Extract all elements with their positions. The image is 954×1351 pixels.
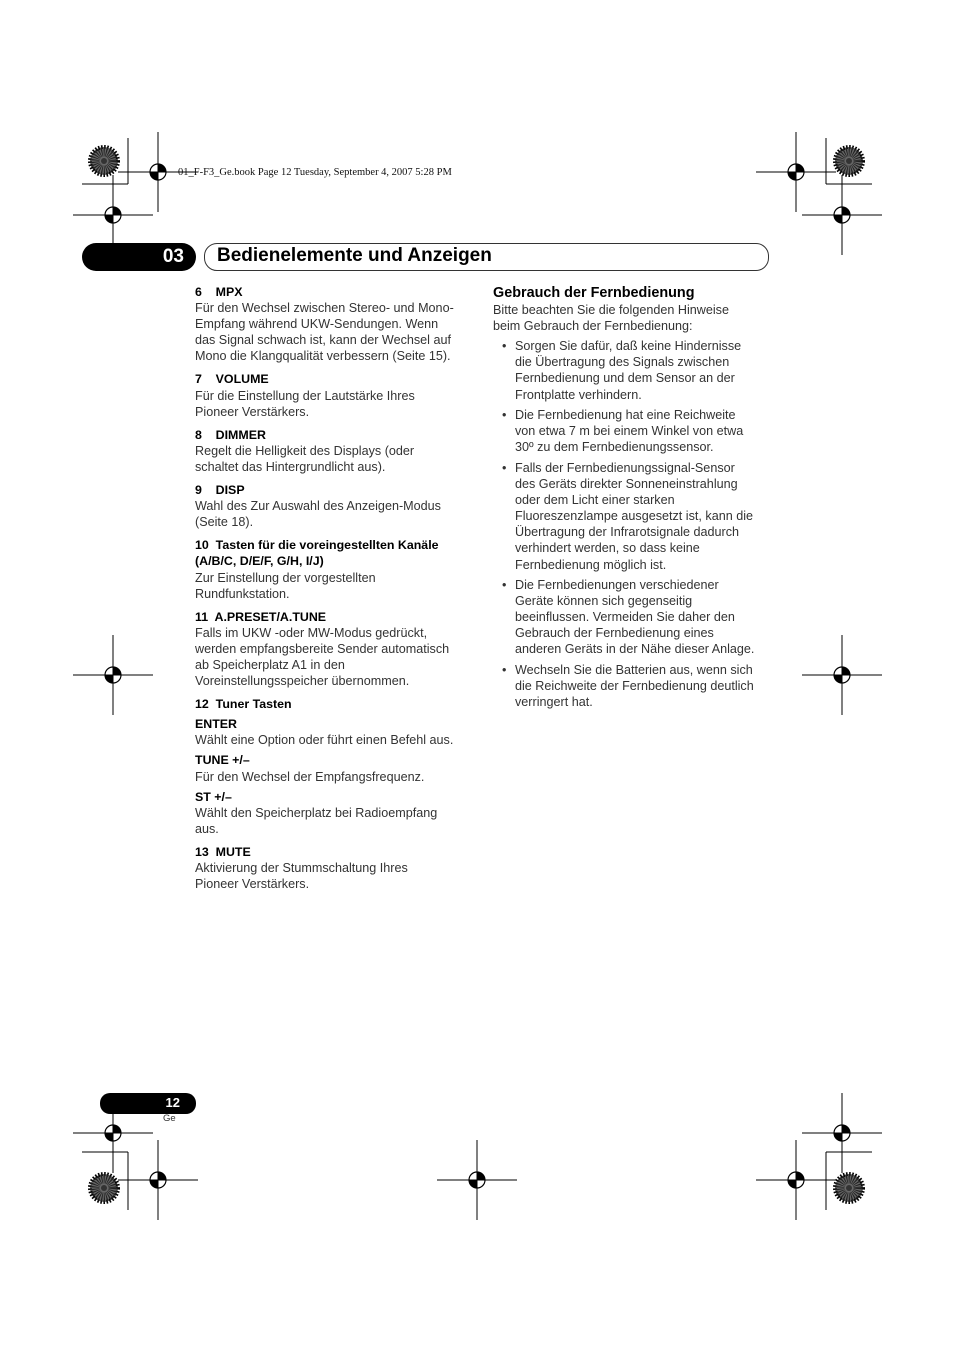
list-item	[493, 407, 778, 455]
list-item-text: Sorgen Sie dafür, daß keine Hindernisse die Übertragung des Signals zwischen Fernbedienung und dem Sensor an der Frontplatte verhindern.	[515, 339, 742, 402]
item-description: Falls im UKW -oder MW-Modus gedrückt, werden empfangsbereite Sender automatisch ab Speicherplatz A1 in den Voreinstellungsspeicher übernommen.	[195, 625, 450, 689]
list-item	[493, 460, 778, 573]
control-item-dimmer	[195, 427, 475, 475]
list-item-text: Falls der Fernbedienungssignal-Sensor des Geräts direkter Sonneneinstrahlung oder dem Licht einer starken Fluoreszenzlampe ausgesetzt ist, kann die Übertragung der Infrarotsignale dadurch verhindert werden, so dass keine Fernbedienung möglich ist.	[515, 460, 754, 572]
control-item-volume	[195, 371, 475, 419]
page-number: 12	[165, 1095, 180, 1110]
chapter-title-box	[204, 243, 769, 271]
chapter-number-badge	[82, 243, 196, 271]
control-item-disp	[195, 482, 475, 530]
control-item-tuner-keys	[195, 696, 475, 837]
item-description: Aktivierung der Stummschaltung Ihres Pioneer Verstärkers.	[195, 861, 408, 892]
item-description: Regelt die Helligkeit des Displays (oder schaltet das Hintergrundlicht aus).	[195, 443, 415, 474]
item-heading: 8 DIMMER	[195, 427, 266, 442]
item-description: Wahl des Zur Auswahl des Anzeigen-Modus (Seite 18).	[195, 499, 441, 530]
hint-list	[493, 338, 778, 710]
tuner-sub-st	[195, 789, 475, 837]
control-item-mute	[195, 844, 475, 892]
chapter-title: Bedienelemente und Anzeigen	[217, 245, 492, 266]
bullet-icon: •	[502, 408, 507, 423]
item-heading: 13 MUTE	[195, 844, 251, 859]
list-item	[493, 577, 778, 657]
item-heading: 7 VOLUME	[195, 372, 269, 387]
section-title: Gebrauch der Fernbedienung	[493, 285, 695, 301]
list-item	[493, 338, 778, 402]
left-column	[195, 284, 475, 899]
page-number-badge	[100, 1093, 196, 1114]
bullet-icon: •	[502, 663, 507, 678]
item-heading: 6 MPX	[195, 285, 243, 299]
page-language-code: Ge	[163, 1113, 176, 1124]
bullet-icon: •	[502, 339, 507, 354]
list-item-text: Die Fernbedienungen verschiedener Geräte können sich gegenseitig beeinflussen. Vermeiden Sie daher den Gebrauch der Fernbedienung eines anderen Geräts in der Nähe dieser Anlage.	[515, 578, 755, 657]
bullet-icon: •	[502, 578, 507, 593]
sub-heading: TUNE +/–	[195, 753, 250, 768]
control-item-preset-keys	[195, 537, 475, 601]
control-item-mpx	[195, 284, 475, 364]
bullet-icon: •	[502, 460, 507, 475]
item-heading: 10 Tasten für die voreingestellten Kanäle (A/B/C, D/E/F, G/H, I/J)	[195, 538, 439, 569]
control-item-apreset-atune	[195, 609, 475, 689]
tuner-sub-enter	[195, 716, 475, 748]
sub-heading: ENTER	[195, 717, 237, 732]
list-item-text: Die Fernbedienung hat eine Reichweite von etwa 7 m bei einem Winkel von etwa 30º zu dem Fernbedienungssensor.	[515, 408, 744, 455]
sub-heading: ST +/–	[195, 789, 232, 804]
sub-description: Wählt eine Option oder führt einen Befehl aus.	[195, 733, 454, 748]
item-heading: 11 A.PRESET/A.TUNE	[195, 609, 327, 624]
tuner-sub-tune	[195, 752, 475, 784]
print-slug: 01_F-F3_Ge.book Page 12 Tuesday, September 4, 2007 5:28 PM	[178, 167, 452, 178]
item-heading: 12 Tuner Tasten	[195, 697, 292, 712]
sub-description: Für den Wechsel der Empfangsfrequenz.	[195, 769, 425, 784]
item-description: Zur Einstellung der vorgestellten Rundfunkstation.	[195, 570, 376, 601]
chapter-number: 03	[162, 246, 184, 267]
list-item	[493, 662, 778, 710]
section-intro: Bitte beachten Sie die folgenden Hinweise beim Gebrauch der Fernbedienung:	[493, 303, 729, 334]
item-description: Für die Einstellung der Lautstärke Ihres Pioneer Verstärkers.	[195, 388, 415, 419]
sub-description: Wählt den Speicherplatz bei Radioempfang aus.	[195, 805, 438, 836]
item-description: Für den Wechsel zwischen Stereo- und Mono- Empfang während UKW-Sendungen. Wenn das Signal schwach ist, kann der Wechsel auf Mono die Klangqualität verbessern (Seite 15).	[195, 301, 454, 364]
list-item-text: Wechseln Sie die Batterien aus, wenn sich die Reichweite der Fernbedienung deutlich verringert hat.	[515, 663, 754, 710]
right-column	[493, 285, 778, 715]
item-heading: 9 DISP	[195, 483, 245, 498]
